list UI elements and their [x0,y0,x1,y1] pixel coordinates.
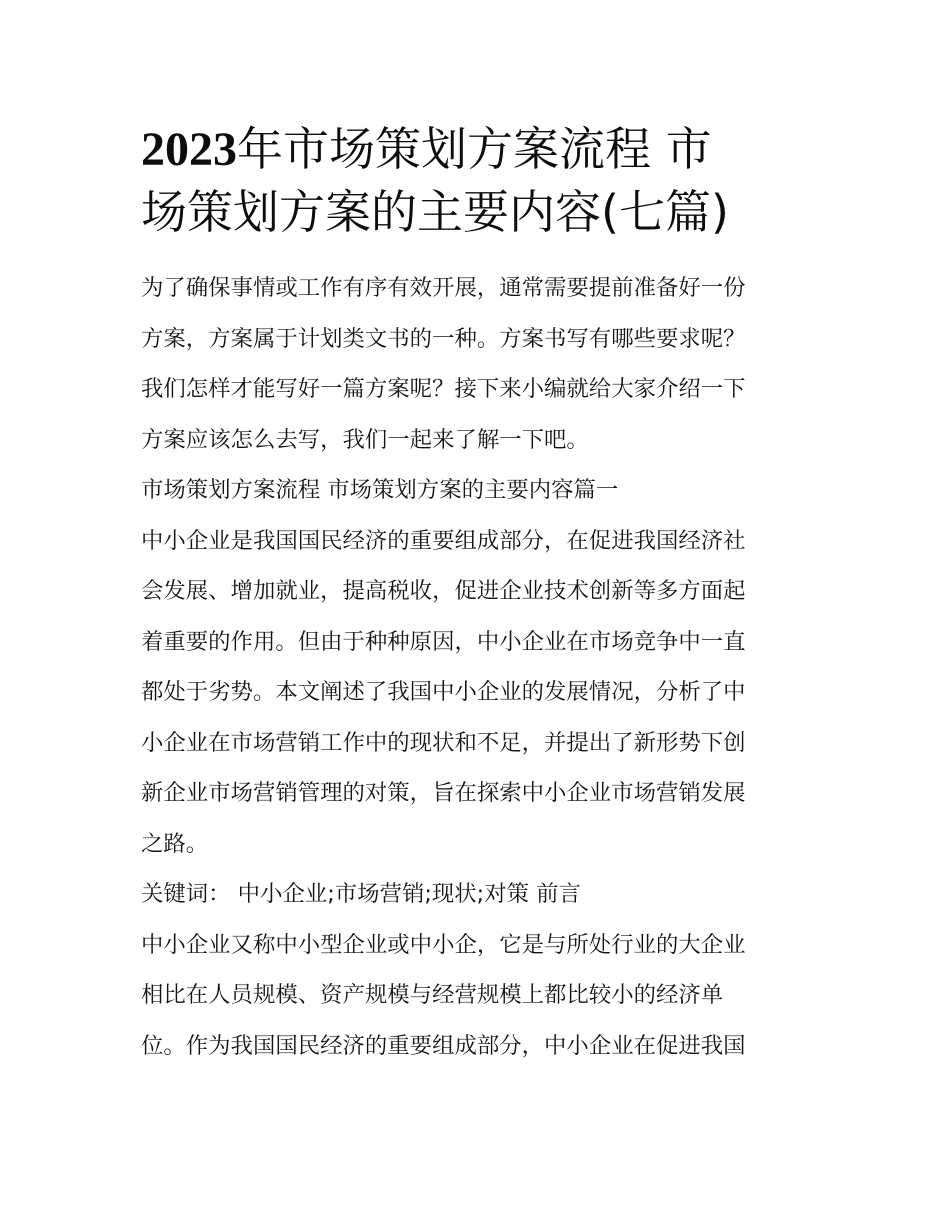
document-page [141,118,821,1071]
paragraph-2-line-3: 位。作为我国国民经济的重要组成部分，中小企业在促进我国 [141,1032,746,1059]
intro-line-3: 我们怎样才能写好一篇方案呢？接下来小编就给大家介绍一下 [141,376,746,402]
paragraph-1-line-3: 着重要的作用。但由于种种原因，中小企业在市场竞争中一直 [141,628,746,655]
keywords-line: 关键词： 中小企业;市场营销;现状;对策 前言 [141,881,581,907]
paragraph-2-line-2: 相比在人员规模、资产规模与经营规模上都比较小的经济单 [141,982,724,1008]
document-title [141,118,821,244]
section-heading: 市场策划方案流程 市场策划方案的主要内容篇一 [141,477,619,503]
title-line-2: 场策划方案的主要内容(七篇) [141,185,729,239]
paragraph-2-line-1: 中小企业又称中小型企业或中小企，它是与所处行业的大企业 [141,931,746,958]
intro-line-1: 为了确保事情或工作有序有效开展，通常需要提前准备好一份 [141,275,746,301]
title-line-1 [141,118,821,181]
title-year: 2023 [141,123,237,176]
paragraph-1-line-1: 中小企业是我国国民经济的重要组成部分，在促进我国经济社 [141,527,746,554]
paragraph-1-line-5: 小企业在市场营销工作中的现状和不足，并提出了新形势下创 [141,729,746,756]
intro-line-2: 方案，方案属于计划类文书的一种。方案书写有哪些要求呢？ [141,325,746,352]
paragraph-1-line-4: 都处于劣势。本文阐述了我国中小企业的发展情况，分析了中 [141,679,746,705]
intro-line-4: 方案应该怎么去写，我们一起来了解一下吧。 [141,426,589,453]
paragraph-1-line-6: 新企业市场营销管理的对策，旨在探索中小企业市场营销发展 [141,780,746,806]
paragraph-1-line-2: 会发展、增加就业，提高税收，促进企业技术创新等多方面起 [141,578,746,604]
paragraph-1-line-7: 之路。 [141,830,209,857]
title-line-1-text: 年市场策划方案流程 市 [237,122,712,176]
document-body [141,263,821,1071]
